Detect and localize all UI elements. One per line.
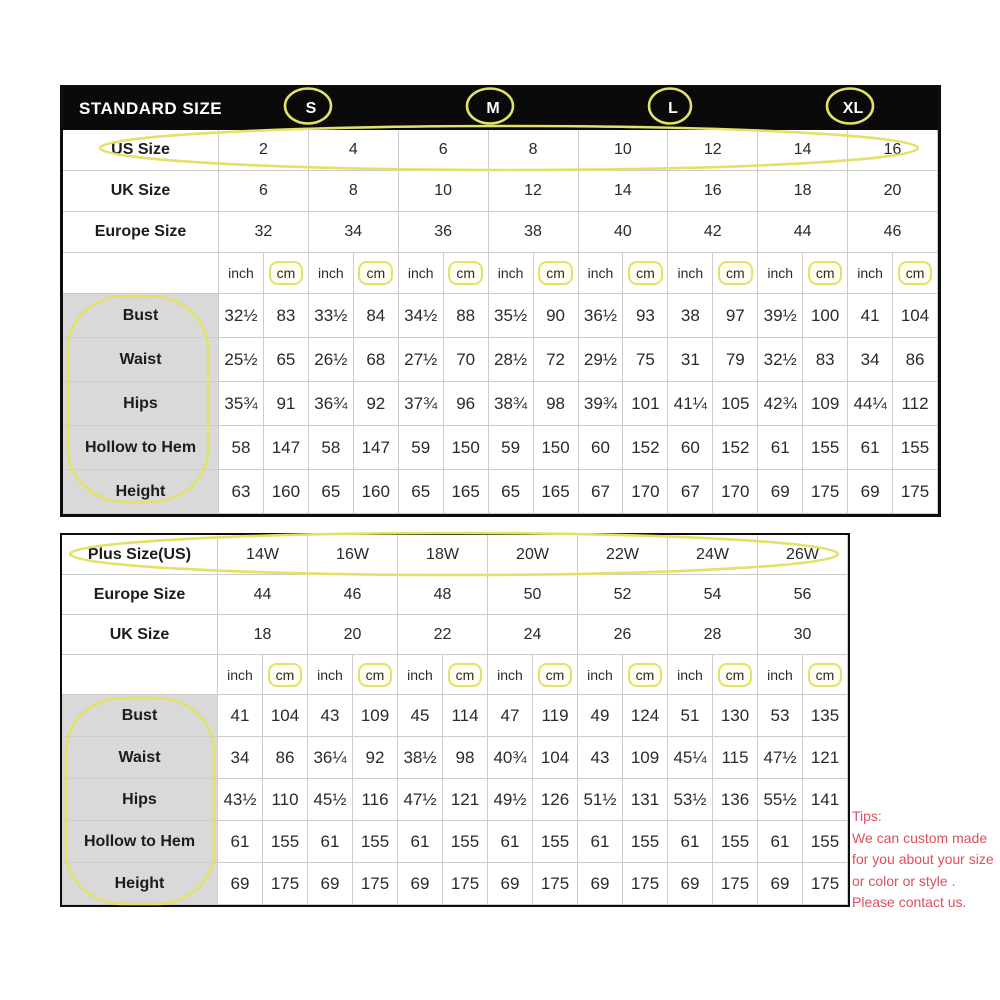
measure-value-cell: 31 bbox=[668, 338, 713, 382]
measure-value-cell: 69 bbox=[668, 863, 713, 905]
measure-value-cell: 61 bbox=[668, 821, 713, 863]
row-label: UK Size bbox=[62, 615, 218, 655]
size-value-cell: 42 bbox=[668, 212, 758, 253]
cm-highlight-badge: cm bbox=[268, 663, 303, 687]
measure-value-cell: 65 bbox=[264, 338, 309, 382]
cm-highlight-badge: cm bbox=[628, 663, 663, 687]
measure-value-cell: 34 bbox=[848, 338, 893, 382]
measure-value-cell: 105 bbox=[713, 382, 758, 426]
unit-inch-cell: inch bbox=[579, 253, 624, 294]
measure-value-cell: 97 bbox=[713, 294, 758, 338]
measure-value-cell: 35¾ bbox=[219, 382, 264, 426]
size-value-cell: 16 bbox=[668, 171, 758, 212]
cm-highlight-badge: cm bbox=[718, 261, 753, 285]
cm-highlight-badge: cm bbox=[358, 261, 393, 285]
measure-value-cell: 115 bbox=[713, 737, 758, 779]
measure-value-cell: 61 bbox=[758, 821, 803, 863]
cm-highlight-badge: cm bbox=[808, 261, 843, 285]
measure-value-cell: 32½ bbox=[219, 294, 264, 338]
measure-value-cell: 175 bbox=[263, 863, 308, 905]
measure-value-cell: 36¾ bbox=[309, 382, 354, 426]
measure-value-cell: 60 bbox=[668, 426, 713, 470]
measure-value-cell: 47½ bbox=[398, 779, 443, 821]
measure-value-cell: 124 bbox=[623, 695, 668, 737]
row-label: Waist bbox=[62, 737, 218, 779]
measure-value-cell: 121 bbox=[443, 779, 488, 821]
measure-value-cell: 90 bbox=[534, 294, 579, 338]
unit-cm-cell bbox=[713, 253, 758, 294]
size-value-cell: 24 bbox=[488, 615, 578, 655]
size-value-cell: 18W bbox=[398, 535, 488, 575]
measure-value-cell: 35½ bbox=[489, 294, 534, 338]
unit-cm-cell bbox=[803, 253, 848, 294]
cm-highlight-badge: cm bbox=[808, 663, 843, 687]
measure-value-cell: 34 bbox=[218, 737, 263, 779]
size-value-cell: 46 bbox=[308, 575, 398, 615]
size-value-cell: 46 bbox=[848, 212, 938, 253]
measure-value-cell: 92 bbox=[354, 382, 399, 426]
measure-value-cell: 175 bbox=[803, 470, 848, 514]
unit-cm-cell bbox=[263, 655, 308, 695]
measure-value-cell: 170 bbox=[713, 470, 758, 514]
row-label: Height bbox=[63, 470, 219, 514]
unit-cm-cell bbox=[713, 655, 758, 695]
cm-highlight-badge: cm bbox=[898, 261, 933, 285]
unit-inch-cell: inch bbox=[219, 253, 264, 294]
measure-value-cell: 175 bbox=[353, 863, 398, 905]
measure-value-cell: 83 bbox=[803, 338, 848, 382]
size-value-cell: 14 bbox=[579, 171, 669, 212]
size-value-cell: 22W bbox=[578, 535, 668, 575]
measure-value-cell: 61 bbox=[578, 821, 623, 863]
unit-cm-cell bbox=[264, 253, 309, 294]
size-badge-m: M bbox=[486, 100, 500, 117]
tips-line: Please contact us. bbox=[852, 894, 967, 910]
measure-value-cell: 121 bbox=[803, 737, 848, 779]
size-value-cell: 52 bbox=[578, 575, 668, 615]
tips-line: or color or style . bbox=[852, 872, 956, 889]
measure-value-cell: 96 bbox=[444, 382, 489, 426]
tips-note bbox=[852, 806, 998, 914]
measure-value-cell: 114 bbox=[443, 695, 488, 737]
measure-value-cell: 79 bbox=[713, 338, 758, 382]
measure-value-cell: 65 bbox=[399, 470, 444, 514]
measure-value-cell: 170 bbox=[623, 470, 668, 514]
measure-value-cell: 53½ bbox=[668, 779, 713, 821]
measure-value-cell: 152 bbox=[713, 426, 758, 470]
measure-value-cell: 175 bbox=[533, 863, 578, 905]
measure-value-cell: 72 bbox=[534, 338, 579, 382]
measure-value-cell: 110 bbox=[263, 779, 308, 821]
measure-value-cell: 98 bbox=[443, 737, 488, 779]
empty-corner-cell bbox=[62, 655, 218, 695]
unit-cm-cell bbox=[623, 655, 668, 695]
measure-value-cell: 75 bbox=[623, 338, 668, 382]
measure-value-cell: 60 bbox=[579, 426, 624, 470]
row-label: Hollow to Hem bbox=[63, 426, 219, 470]
measure-value-cell: 69 bbox=[848, 470, 893, 514]
empty-corner-cell bbox=[63, 253, 219, 294]
unit-inch-cell: inch bbox=[668, 253, 713, 294]
unit-inch-cell: inch bbox=[218, 655, 263, 695]
row-label: Europe Size bbox=[63, 212, 219, 253]
measure-value-cell: 155 bbox=[533, 821, 578, 863]
measure-value-cell: 42¾ bbox=[758, 382, 803, 426]
measure-value-cell: 41¼ bbox=[668, 382, 713, 426]
measure-value-cell: 88 bbox=[444, 294, 489, 338]
measure-value-cell: 84 bbox=[354, 294, 399, 338]
measure-value-cell: 43 bbox=[308, 695, 353, 737]
unit-inch-cell: inch bbox=[399, 253, 444, 294]
measure-value-cell: 39½ bbox=[758, 294, 803, 338]
measure-value-cell: 59 bbox=[399, 426, 444, 470]
measure-value-cell: 175 bbox=[713, 863, 758, 905]
measure-value-cell: 69 bbox=[758, 470, 803, 514]
measure-value-cell: 155 bbox=[623, 821, 668, 863]
measure-value-cell: 104 bbox=[263, 695, 308, 737]
row-label: Height bbox=[62, 863, 218, 905]
size-value-cell: 12 bbox=[668, 130, 758, 171]
size-value-cell: 48 bbox=[398, 575, 488, 615]
cm-highlight-badge: cm bbox=[628, 261, 663, 285]
measure-value-cell: 29½ bbox=[579, 338, 624, 382]
size-value-cell: 14 bbox=[758, 130, 848, 171]
size-value-cell: 56 bbox=[758, 575, 848, 615]
measure-value-cell: 41 bbox=[218, 695, 263, 737]
unit-cm-cell bbox=[803, 655, 848, 695]
measure-value-cell: 104 bbox=[533, 737, 578, 779]
cm-highlight-badge: cm bbox=[448, 261, 483, 285]
measure-value-cell: 100 bbox=[803, 294, 848, 338]
standard-size-grid bbox=[63, 130, 938, 514]
measure-value-cell: 150 bbox=[534, 426, 579, 470]
measure-value-cell: 98 bbox=[534, 382, 579, 426]
size-value-cell: 20 bbox=[848, 171, 938, 212]
measure-value-cell: 49 bbox=[578, 695, 623, 737]
size-value-cell: 54 bbox=[668, 575, 758, 615]
cm-highlight-badge: cm bbox=[538, 261, 573, 285]
measure-value-cell: 141 bbox=[803, 779, 848, 821]
measure-value-cell: 61 bbox=[848, 426, 893, 470]
measure-value-cell: 147 bbox=[264, 426, 309, 470]
measure-value-cell: 69 bbox=[488, 863, 533, 905]
measure-value-cell: 58 bbox=[219, 426, 264, 470]
size-value-cell: 8 bbox=[309, 171, 399, 212]
unit-cm-cell bbox=[353, 655, 398, 695]
measure-value-cell: 155 bbox=[803, 821, 848, 863]
measure-value-cell: 34½ bbox=[399, 294, 444, 338]
measure-value-cell: 45¼ bbox=[668, 737, 713, 779]
measure-value-cell: 135 bbox=[803, 695, 848, 737]
tips-heading: Tips: bbox=[852, 808, 882, 824]
measure-value-cell: 67 bbox=[668, 470, 713, 514]
measure-value-cell: 68 bbox=[354, 338, 399, 382]
measure-value-cell: 130 bbox=[713, 695, 758, 737]
measure-value-cell: 61 bbox=[488, 821, 533, 863]
measure-value-cell: 136 bbox=[713, 779, 758, 821]
size-value-cell: 38 bbox=[489, 212, 579, 253]
measure-value-cell: 59 bbox=[489, 426, 534, 470]
measure-value-cell: 39¾ bbox=[579, 382, 624, 426]
measure-value-cell: 40¾ bbox=[488, 737, 533, 779]
unit-cm-cell bbox=[893, 253, 938, 294]
unit-inch-cell: inch bbox=[309, 253, 354, 294]
size-value-cell: 2 bbox=[219, 130, 309, 171]
plus-size-table bbox=[60, 533, 850, 907]
tips-line: We can custom made bbox=[852, 829, 988, 846]
size-value-cell: 34 bbox=[309, 212, 399, 253]
row-label: US Size bbox=[63, 130, 219, 171]
measure-value-cell: 47½ bbox=[758, 737, 803, 779]
measure-value-cell: 47 bbox=[488, 695, 533, 737]
size-value-cell: 26 bbox=[578, 615, 668, 655]
measure-value-cell: 45½ bbox=[308, 779, 353, 821]
tips-line: for you about your size bbox=[852, 851, 994, 867]
measure-value-cell: 28½ bbox=[489, 338, 534, 382]
measure-value-cell: 126 bbox=[533, 779, 578, 821]
measure-value-cell: 69 bbox=[758, 863, 803, 905]
size-value-cell: 26W bbox=[758, 535, 848, 575]
row-label: Hollow to Hem bbox=[62, 821, 218, 863]
unit-cm-cell bbox=[533, 655, 578, 695]
measure-value-cell: 32½ bbox=[758, 338, 803, 382]
measure-value-cell: 58 bbox=[309, 426, 354, 470]
measure-value-cell: 69 bbox=[398, 863, 443, 905]
measure-value-cell: 116 bbox=[353, 779, 398, 821]
measure-value-cell: 155 bbox=[353, 821, 398, 863]
row-label: Bust bbox=[62, 695, 218, 737]
measure-value-cell: 25½ bbox=[219, 338, 264, 382]
measure-value-cell: 38¾ bbox=[489, 382, 534, 426]
unit-cm-cell bbox=[534, 253, 579, 294]
measure-value-cell: 36½ bbox=[579, 294, 624, 338]
measure-value-cell: 69 bbox=[218, 863, 263, 905]
unit-inch-cell: inch bbox=[489, 253, 534, 294]
measure-value-cell: 55½ bbox=[758, 779, 803, 821]
measure-value-cell: 65 bbox=[309, 470, 354, 514]
size-value-cell: 28 bbox=[668, 615, 758, 655]
measure-value-cell: 175 bbox=[803, 863, 848, 905]
size-value-cell: 32 bbox=[219, 212, 309, 253]
measure-value-cell: 160 bbox=[354, 470, 399, 514]
size-value-cell: 30 bbox=[758, 615, 848, 655]
measure-value-cell: 43½ bbox=[218, 779, 263, 821]
size-value-cell: 20W bbox=[488, 535, 578, 575]
measure-value-cell: 27½ bbox=[399, 338, 444, 382]
size-value-cell: 36 bbox=[399, 212, 489, 253]
measure-value-cell: 63 bbox=[219, 470, 264, 514]
measure-value-cell: 147 bbox=[354, 426, 399, 470]
measure-value-cell: 51½ bbox=[578, 779, 623, 821]
size-value-cell: 6 bbox=[219, 171, 309, 212]
measure-value-cell: 131 bbox=[623, 779, 668, 821]
size-badge-s: S bbox=[305, 100, 317, 117]
measure-value-cell: 155 bbox=[443, 821, 488, 863]
measure-value-cell: 51 bbox=[668, 695, 713, 737]
measure-value-cell: 175 bbox=[623, 863, 668, 905]
size-badge-xl: XL bbox=[842, 100, 864, 117]
measure-value-cell: 155 bbox=[803, 426, 848, 470]
measure-value-cell: 53 bbox=[758, 695, 803, 737]
size-value-cell: 44 bbox=[758, 212, 848, 253]
measure-value-cell: 152 bbox=[623, 426, 668, 470]
measure-value-cell: 155 bbox=[263, 821, 308, 863]
plus-size-grid bbox=[62, 535, 848, 905]
row-label: UK Size bbox=[63, 171, 219, 212]
unit-inch-cell: inch bbox=[398, 655, 443, 695]
cm-highlight-badge: cm bbox=[538, 663, 573, 687]
unit-cm-cell bbox=[443, 655, 488, 695]
size-value-cell: 16W bbox=[308, 535, 398, 575]
size-value-cell: 6 bbox=[399, 130, 489, 171]
measure-value-cell: 160 bbox=[264, 470, 309, 514]
measure-value-cell: 61 bbox=[218, 821, 263, 863]
measure-value-cell: 70 bbox=[444, 338, 489, 382]
measure-value-cell: 119 bbox=[533, 695, 578, 737]
size-value-cell: 10 bbox=[399, 171, 489, 212]
measure-value-cell: 175 bbox=[443, 863, 488, 905]
measure-value-cell: 109 bbox=[803, 382, 848, 426]
row-label: Europe Size bbox=[62, 575, 218, 615]
unit-inch-cell: inch bbox=[488, 655, 533, 695]
measure-value-cell: 155 bbox=[713, 821, 758, 863]
row-label: Waist bbox=[63, 338, 219, 382]
measure-value-cell: 61 bbox=[308, 821, 353, 863]
size-value-cell: 12 bbox=[489, 171, 579, 212]
measure-value-cell: 92 bbox=[353, 737, 398, 779]
measure-value-cell: 101 bbox=[623, 382, 668, 426]
unit-inch-cell: inch bbox=[758, 655, 803, 695]
cm-highlight-badge: cm bbox=[358, 663, 393, 687]
measure-value-cell: 165 bbox=[444, 470, 489, 514]
unit-cm-cell bbox=[354, 253, 399, 294]
measure-value-cell: 33½ bbox=[309, 294, 354, 338]
measure-value-cell: 61 bbox=[398, 821, 443, 863]
unit-inch-cell: inch bbox=[308, 655, 353, 695]
size-value-cell: 22 bbox=[398, 615, 488, 655]
measure-value-cell: 38 bbox=[668, 294, 713, 338]
size-value-cell: 44 bbox=[218, 575, 308, 615]
size-badge-l: L bbox=[668, 100, 678, 117]
row-label: Bust bbox=[63, 294, 219, 338]
measure-value-cell: 45 bbox=[398, 695, 443, 737]
measure-value-cell: 175 bbox=[893, 470, 938, 514]
measure-value-cell: 67 bbox=[579, 470, 624, 514]
size-value-cell: 40 bbox=[579, 212, 669, 253]
row-label: Hips bbox=[63, 382, 219, 426]
measure-value-cell: 155 bbox=[893, 426, 938, 470]
unit-inch-cell: inch bbox=[848, 253, 893, 294]
measure-value-cell: 26½ bbox=[309, 338, 354, 382]
size-value-cell: 8 bbox=[489, 130, 579, 171]
unit-cm-cell bbox=[444, 253, 489, 294]
measure-value-cell: 150 bbox=[444, 426, 489, 470]
measure-value-cell: 38½ bbox=[398, 737, 443, 779]
measure-value-cell: 109 bbox=[353, 695, 398, 737]
size-value-cell: 18 bbox=[758, 171, 848, 212]
measure-value-cell: 112 bbox=[893, 382, 938, 426]
measure-value-cell: 41 bbox=[848, 294, 893, 338]
measure-value-cell: 44¼ bbox=[848, 382, 893, 426]
measure-value-cell: 86 bbox=[263, 737, 308, 779]
measure-value-cell: 36¼ bbox=[308, 737, 353, 779]
measure-value-cell: 93 bbox=[623, 294, 668, 338]
size-value-cell: 50 bbox=[488, 575, 578, 615]
measure-value-cell: 49½ bbox=[488, 779, 533, 821]
measure-value-cell: 69 bbox=[578, 863, 623, 905]
measure-value-cell: 165 bbox=[534, 470, 579, 514]
measure-value-cell: 83 bbox=[264, 294, 309, 338]
row-label: Plus Size(US) bbox=[62, 535, 218, 575]
measure-value-cell: 37¾ bbox=[399, 382, 444, 426]
unit-inch-cell: inch bbox=[758, 253, 803, 294]
unit-inch-cell: inch bbox=[578, 655, 623, 695]
standard-size-header-bar bbox=[63, 88, 938, 130]
size-value-cell: 18 bbox=[218, 615, 308, 655]
size-value-cell: 20 bbox=[308, 615, 398, 655]
standard-size-table bbox=[60, 85, 941, 517]
size-value-cell: 24W bbox=[668, 535, 758, 575]
measure-value-cell: 86 bbox=[893, 338, 938, 382]
size-value-cell: 14W bbox=[218, 535, 308, 575]
measure-value-cell: 109 bbox=[623, 737, 668, 779]
unit-inch-cell: inch bbox=[668, 655, 713, 695]
unit-cm-cell bbox=[623, 253, 668, 294]
size-value-cell: 10 bbox=[579, 130, 669, 171]
measure-value-cell: 43 bbox=[578, 737, 623, 779]
measure-value-cell: 104 bbox=[893, 294, 938, 338]
measure-value-cell: 61 bbox=[758, 426, 803, 470]
cm-highlight-badge: cm bbox=[718, 663, 753, 687]
measure-value-cell: 91 bbox=[264, 382, 309, 426]
size-value-cell: 4 bbox=[309, 130, 399, 171]
cm-highlight-badge: cm bbox=[448, 663, 483, 687]
row-label: Hips bbox=[62, 779, 218, 821]
measure-value-cell: 69 bbox=[308, 863, 353, 905]
cm-highlight-badge: cm bbox=[269, 261, 304, 285]
size-value-cell: 16 bbox=[848, 130, 938, 171]
standard-size-title: STANDARD SIZE bbox=[79, 99, 223, 118]
measure-value-cell: 65 bbox=[489, 470, 534, 514]
